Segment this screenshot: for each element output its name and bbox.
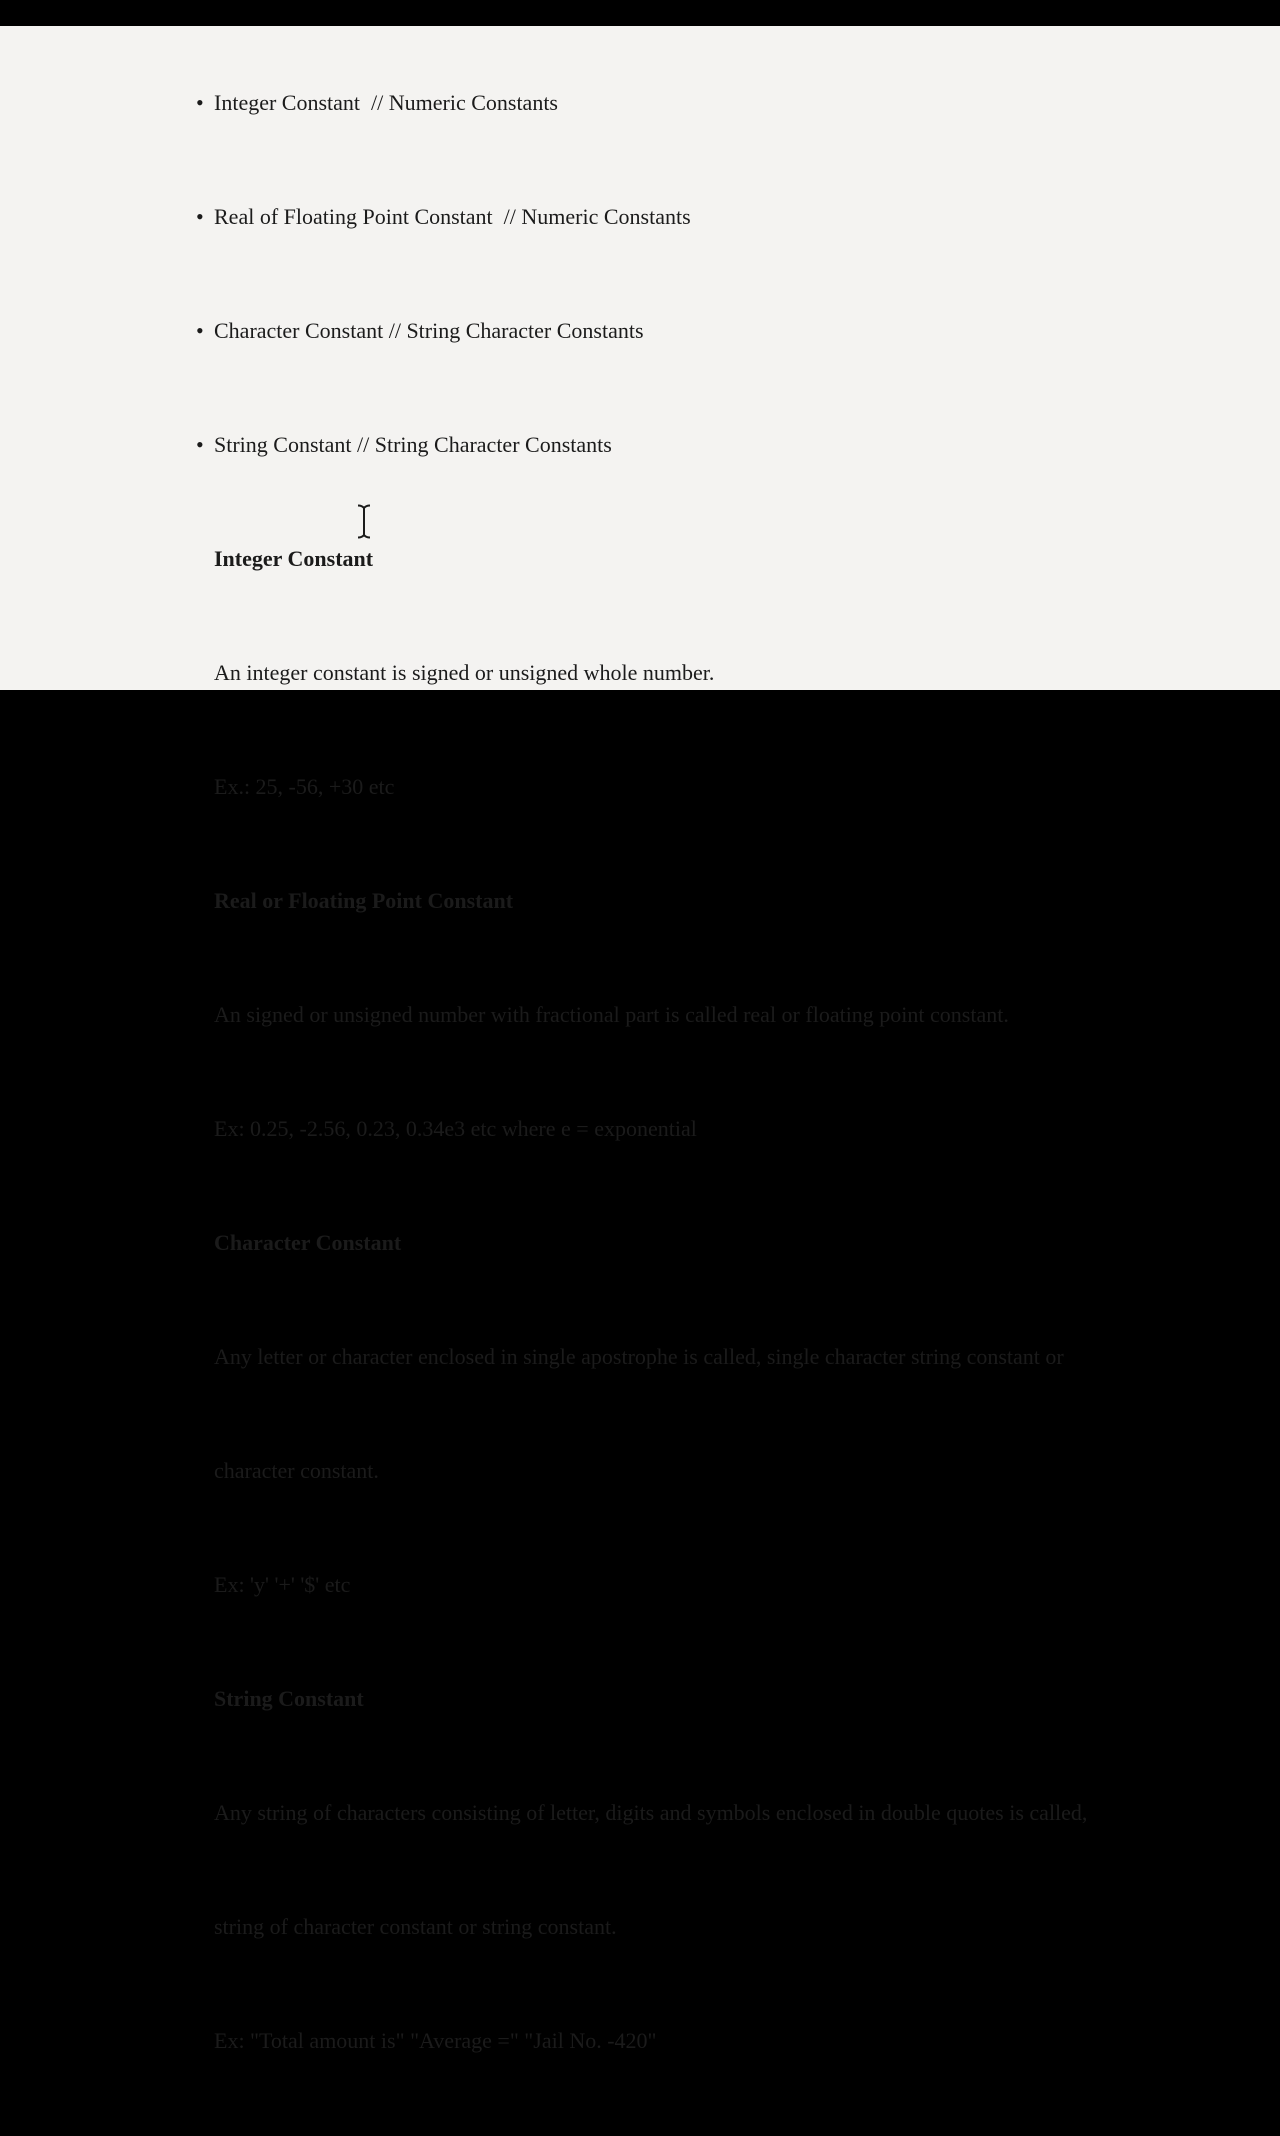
bullet-item: • Integer Constant // Numeric Constants xyxy=(214,84,1254,122)
document-content xyxy=(214,8,1254,2136)
example-line: Ex.: 25, -56, +30 etc xyxy=(214,774,395,799)
paragraph-line: string of character constant or string constant. xyxy=(214,1914,617,1939)
example-line: Ex: 0.25, -2.56, 0.23, 0.34e3 etc where e = exponential xyxy=(214,1116,697,1141)
letterbox-bottom-bar xyxy=(0,690,1280,720)
example-line: Ex: 'y' '+' '$' etc xyxy=(214,1572,351,1597)
paragraph-line: Any letter or character enclosed in single apostrophe is called, single character string constant or xyxy=(214,1344,1064,1369)
bullet-item: • Real of Floating Point Constant // Numeric Constants xyxy=(214,198,1254,236)
bullet-item: • String Constant // String Character Constants xyxy=(214,426,1254,464)
paragraph-line: An signed or unsigned number with fractional part is called real or floating point constant. xyxy=(214,1002,1009,1027)
bullet-item: • Character Constant // String Character Constants xyxy=(214,312,1254,350)
paragraph-line: character constant. xyxy=(214,1458,379,1483)
paragraph-line: An integer constant is signed or unsigned whole number. xyxy=(214,660,715,685)
example-line: Ex: "Total amount is" "Average =" "Jail No. -420" xyxy=(214,2028,657,2053)
paragraph-line: Any string of characters consisting of letter, digits and symbols enclosed in double quotes is called, xyxy=(214,1800,1088,1825)
section-heading: String Constant xyxy=(214,1686,364,1711)
section-heading: Integer Constant xyxy=(214,546,374,571)
section-heading: Character Constant xyxy=(214,1230,402,1255)
letterbox-top-bar xyxy=(0,0,1280,26)
text-ibeam-cursor-icon xyxy=(356,504,372,539)
section-heading: Real or Floating Point Constant xyxy=(214,888,514,913)
